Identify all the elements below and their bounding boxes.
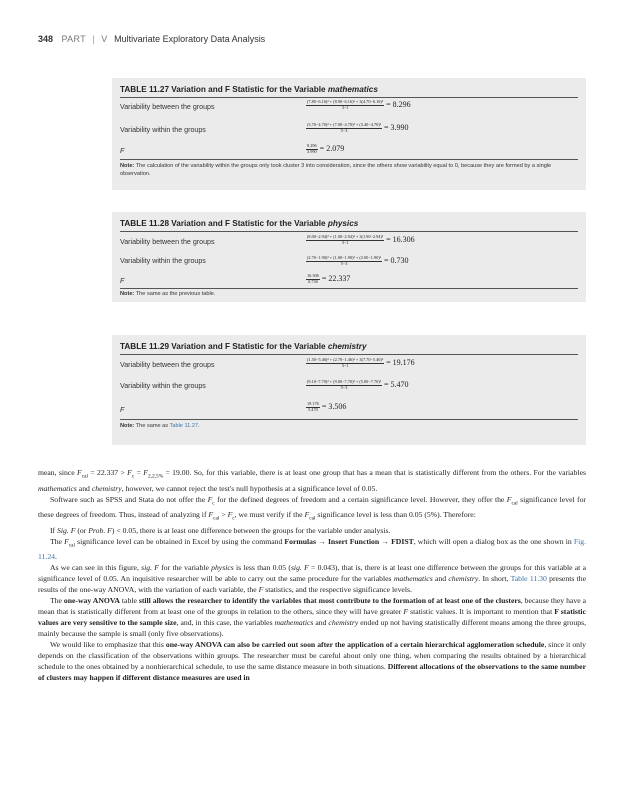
table-title: TABLE 11.28 Variation and F Statistic for the Variable physics [120, 219, 359, 228]
row-formula: $\frac{19.176}{5.470}$ = 3.506 [307, 401, 347, 413]
row-label: Variability within the groups [120, 382, 206, 390]
header-separator: | [92, 34, 95, 44]
row-formula: $\frac{\text{(8.00−2.94)² + (1.00−2.94)² + 3(1.90−2.94)²}}{3-1}$ = 16.306 [307, 234, 415, 246]
paragraph-4: The $F_{cal}$ significance level can be obtained in Excel by using the command Formulas → Insert Function → FDIST, which will open a dialog box as the one shown in Fig. 11.24. [38, 536, 587, 562]
table-11-27 [112, 78, 586, 190]
row-formula: $\frac{\text{(2.70−1.90)² + (1.00−1.90)² + (2.00−1.90)²}}{5-3}$ = 0.730 [307, 255, 409, 267]
row-formula: $\frac{\text{(1.50−5.46)² + (2.70−1.46)² + 3(7.70−5.46)²}}{3-1}$ = 19.176 [307, 357, 415, 369]
table-note: Note: The same as Table 11.27. [120, 423, 200, 429]
paragraph-6: The one-way ANOVA table still allows the researcher to identify the variables that most contribute to the formation of at least one of the clusters, because they have a mean that is statistically different from at least one of the groups in relation to the others, since they will have greater F statistic values. It is important to mention that F statistic values are very sensitive to the sample size, and, in this case, the variables mathematics and chemistry ended up not having statistically different means among the three groups, mainly because the sample is small (only five observations). [38, 596, 586, 639]
running-header [38, 34, 265, 44]
table-rule-top [120, 97, 578, 98]
table-11-27-link[interactable]: Table 11.27 [169, 423, 199, 429]
table-rule-bottom [120, 419, 578, 420]
body-text [38, 467, 586, 683]
table-title: TABLE 11.27 Variation and F Statistic for the Variable mathematics [120, 85, 378, 94]
paragraph-5: As we can see in this figure, sig. F for the variable physics is less than 0.05 (sig. F = 0.043), that is, there is at least one difference between the groups for this variable at a significance level of 0.05. An inquisitive researcher will be able to carry out the same procedure for the variables mathematics and chemistry. In short, Table 11.30 presents the results of the one-way ANOVA, with the variation of each variable, the F statistics, and the respective significance levels. [38, 563, 586, 595]
table-rule-top [120, 231, 578, 232]
table-title: TABLE 11.29 Variation and F Statistic for the Variable chemistry [120, 342, 367, 351]
row-label: F [120, 147, 125, 155]
paragraph-3: If Sig. F (or Prob. F) < 0.05, there is at least one difference between the groups for the variable under analysis. [50, 525, 391, 535]
row-label: Variability between the groups [120, 361, 215, 369]
row-label: Variability within the groups [120, 126, 206, 134]
table-rule-top [120, 354, 578, 355]
table-11-28 [112, 212, 586, 302]
part-label: PART [61, 34, 86, 44]
table-rule-bottom [120, 288, 578, 289]
row-formula: $\frac{\text{(7.80−6.16)² + (8.90−6.16)² + 3(4.70−6.16)²}}{3-1}$ = 8.296 [307, 99, 411, 111]
table-11-30-link[interactable]: Table 11.30 [510, 574, 547, 584]
row-label: Variability within the groups [120, 257, 206, 265]
page-number: 348 [38, 34, 54, 44]
paragraph-1: mean, since $F_{cal} = 22.337 > F_c = F_{2,2,5\%} = 19.00$. So, for this variable, there is at least one group that has a mean that is statistically different from the others. For the variables mathematics and chemistry, however, we cannot reject the test's null hypothesis at a significance level of 0.05. [38, 468, 586, 493]
row-label: Variability between the groups [120, 238, 215, 246]
row-formula: $\frac{8.296}{3.990}$ = 2.079 [307, 143, 345, 155]
table-11-29 [112, 335, 586, 445]
table-rule-bottom [120, 159, 578, 160]
row-label: Variability between the groups [120, 103, 215, 111]
row-label: F [120, 277, 125, 285]
table-note: Note: The calculation of the variability within the groups only took cluster 3 into consideration, since the others show variability equal to 0, because they are formed by a single observation. [120, 163, 552, 177]
table-note: Note: The same as the previous table. [120, 291, 216, 297]
part-number: V [101, 34, 108, 44]
paragraph-2: Software such as SPSS and Stata do not offer the $F_c$ for the defined degrees of freedom and a certain significance level. However, they offer the $F_{cal}$ significance level for these degrees of freedom. Thus, instead of analyzing if $F_{cal} > F_c$, we must verify if the $F_{cal}$ significance level is less than 0.05 (5%). Therefore: [38, 494, 586, 522]
row-label: F [120, 406, 125, 414]
row-formula: $\frac{16.306}{0.730}$ = 22.337 [307, 273, 351, 285]
fig-11-24-link[interactable]: Fig. 11.24 [38, 536, 587, 562]
paragraph-7: We would like to emphasize that this one-way ANOVA can also be carried out soon after the application of a certain hierarchical agglomeration schedule, since it only depends on the classification of the observations within groups. The researcher must be careful about only one thing, when comparing the results obtained by a hierarchical schedule to the ones obtained by a nonhierarchical schedule, to use the same distance measure in both situations. Different allocations of the observations to the same number of clusters may happen if different distance measures are used in [38, 640, 587, 683]
row-formula: $\frac{\text{(3.70−4.70)² + (7.00−4.70)² + (3.40−4.70)²}}{5-3}$ = 3.990 [307, 122, 409, 134]
book-title: Multivariate Exploratory Data Analysis [114, 34, 266, 44]
row-formula: $\frac{\text{(9.10−7.70)² + (9.00−7.70)² + (5.00−7.70)²}}{5-3}$ = 5.470 [307, 379, 409, 391]
